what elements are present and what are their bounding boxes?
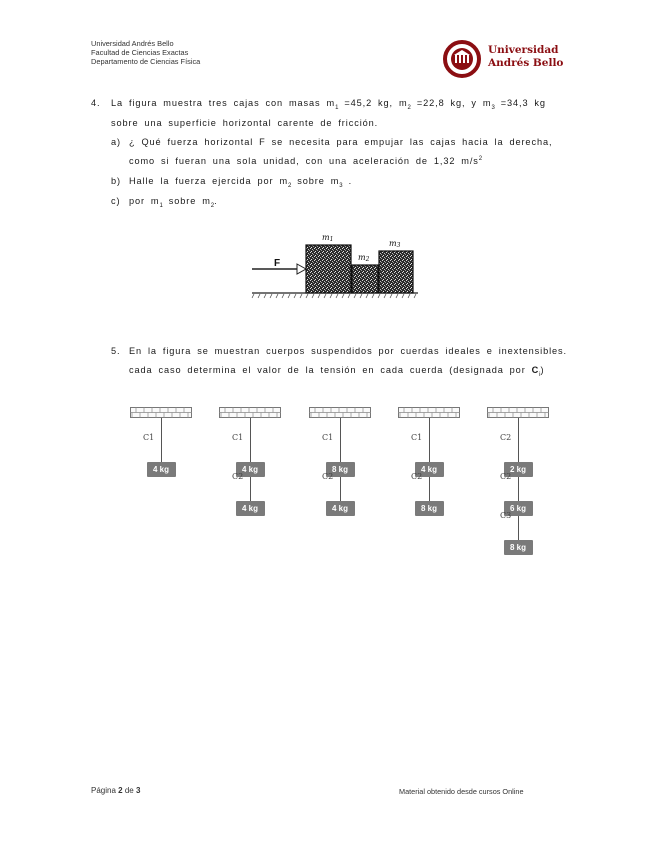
force-label: F [274,258,281,269]
q4-line2: sobre una superficie horizontal carente de fricción. [111,118,379,128]
cord-label: C1 [143,433,155,442]
mass-box: 8 kg [415,501,444,516]
m3-label: m [389,239,397,248]
box-m3 [379,251,413,293]
page-number: Página 2 de 3 [91,786,141,795]
ceiling-support [309,407,371,418]
svg-text:m3 [389,239,401,249]
ceiling-support [219,407,281,418]
mass-box: 6 kg [504,501,533,516]
ceiling-support [398,407,460,418]
boxes-figure [250,228,422,304]
q4-c-text: por $m_1$ sobre $m_2$. [129,196,218,209]
svg-text:m2 [358,253,370,263]
ceiling-support [130,407,192,418]
m1-sub: 1 [329,236,334,243]
ground-hatch [252,294,416,298]
q4-c-label: c) [111,196,121,206]
q4-a-line1: ¿ Qué fuerza horizontal F se necesita para empujar las cajas hacia la derecha, [129,137,553,147]
cord [429,477,430,501]
cord [518,418,519,462]
mass-box: 8 kg [326,462,355,477]
cord-label: C2 [500,433,512,442]
cord [340,477,341,501]
q4-a-label: a) [111,137,121,147]
university-logo [443,40,565,78]
cord [429,418,430,462]
q4-line1: La figura muestra tres cajas con masas $m_1 =45,2$ kg, $m_2 =22,8$ kg, y $m_3 =34,3$ kg [111,98,546,111]
logo-text-line1: Universidad [488,44,559,56]
university-name: Universidad Andrés Bello [91,39,174,48]
q4-number: 4. [91,98,101,108]
cord-label: C2 [322,472,334,481]
mass-box: 4 kg [326,501,355,516]
q5-number: 5. [111,346,121,356]
m1-label: m [322,233,330,242]
ceiling-support [487,407,549,418]
box-m2 [352,265,378,293]
q4-b-label: b) [111,176,121,186]
logo-text-line2: Andrés Bello [488,56,564,69]
footer-source: Material obtenido desde cursos Online [399,787,524,796]
cord-label: C1 [232,433,244,442]
cord [161,418,162,462]
cord-label: C2 [232,472,244,481]
cord-label: C2 [500,472,512,481]
cord-label: C3 [500,511,512,520]
cord [518,477,519,501]
q5-line1: En la figura se muestran cuerpos suspendidos por cuerdas ideales e inextensibles. [129,346,567,356]
m3-sub: 3 [396,242,401,249]
mass-box: 4 kg [147,462,176,477]
cord [340,418,341,462]
cord-label: C2 [411,472,423,481]
mass-box: 4 kg [236,462,265,477]
q4-a-line2: como si fueran una sola unidad, con una aceleración de 1,32 $m/s^2$ [129,156,483,167]
mass-box: 2 kg [504,462,533,477]
mass-box: 8 kg [504,540,533,555]
q4-b-text: Halle la fuerza ejercida por $m_2$ sobre $m_3$ . [129,176,353,189]
cord-label: C1 [411,433,423,442]
cord [250,477,251,501]
crest-icon [443,40,483,78]
mass-box: 4 kg [236,501,265,516]
cord [250,418,251,462]
cord-label: C1 [322,433,334,442]
department-name: Departamento de Ciencias Física [91,57,201,67]
svg-text:m1 [322,233,333,243]
m2-sub: 2 [365,256,370,263]
faculty-name: Facultad de Ciencias Exactas [91,48,189,58]
force-arrowhead [297,264,306,274]
mass-box: 4 kg [415,462,444,477]
cord [518,516,519,540]
box-m1 [306,245,351,293]
institution-header [91,39,200,67]
m2-label: m [358,253,366,262]
q5-line2: cada caso determina el valor de la tensión en cada cuerda (designada por $C_i$) [129,365,545,378]
